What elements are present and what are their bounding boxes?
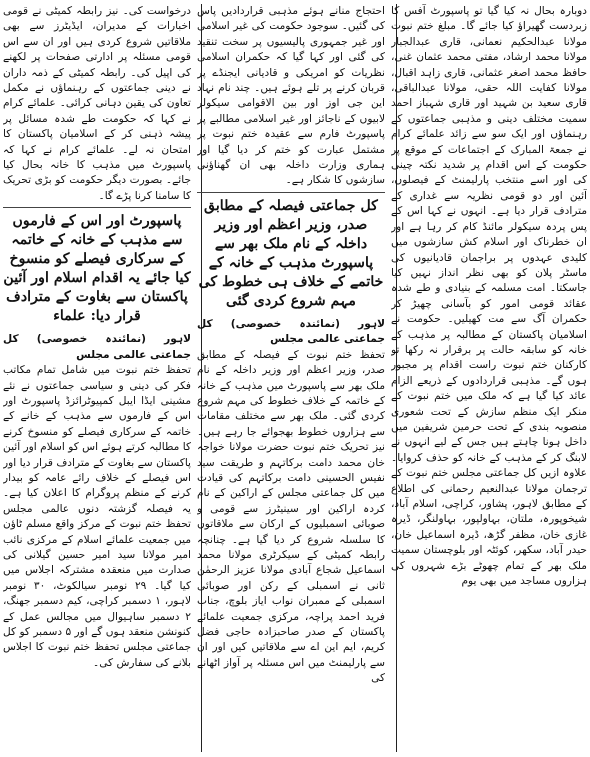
- left-column-body-text: تحفظ ختم نبوت میں شامل تمام مکاتب فکر کی دینی و سیاسی جماعتوں نے نئے مشینی ایڈا ایبل کمپیوٹرائزڈ پاسپورٹ اور اس کے فارموں سے مذہب کے خانے کے خاتمہ کے سرکاری فیصلے کو منسوخ کرنے کا مطالبہ کرتے ہوئے اس کو اسلام اور آئین پاکستان سے بغاوت کے مترادف قرار دیا اور اس فیصلے کے خلاف رائے عامہ کو بیدار کرنے کے منظم پروگرام کا اعلان کیا ہے۔ یہ فیصلہ گزشتہ دنوں عالمی مجلس تحفظ ختم نبوت کے مرکز واقع مسلم ٹاؤن میں جمعیت علمائے اسلام کے مرکزی نائب امیر مولانا سید امیر حسین گیلانی کی صدارت میں منعقدہ مشترکہ اجلاس میں کیا گیا۔ ۲۹ نومبر سیالکوٹ، ۳۰ نومبر لاہور، ۱ دسمبر کراچی، کیم دسمبر جھنگ، ۲ دسمبر ساہیوال میں مجالس عمل کے کنونشن منعقد ہوں گے اور ۵ دسمبر کو کل جماعتی مجلس تحفظ ختم نبوت کا اجلاس بلانے کی سفارش کی۔: [3, 364, 191, 669]
- right-column: [391, 4, 587, 754]
- divider: [197, 192, 385, 193]
- middle-dateline: لاہور (نمائندہ خصوصی) کل جماعتی عالمی مجلس: [197, 317, 385, 346]
- middle-column-body-text: تحفظ ختم نبوت کے فیصلہ کے مطابق صدر، وزیر اعظم اور وزیر داخلہ کے نام ملک بھر سے پاسپورٹ میں مذہب کے خانہ کے خاتمہ کے خلاف خطوط کی مہم شروع کردی گئی۔ ملک بھر سے مختلف مقامات سے ہزاروں خطوط بھجوائے جا رہے ہیں۔ نیز تحریک ختم نبوت حضرت مولانا خواجہ خان محمد دامت برکاتہم و طریقت سید نفیس الحسینی دامت برکاتہم کی قیادت میں کل جماعتی مجلس کے اراکین کے نام کردہ اراکین اور سینیٹرز سے قومی و صوبائی اسمبلیوں کے ارکان سے ملاقاتوں کا سلسلہ شروع کر دیا گیا ہے۔ چنانچہ رابطہ کمیٹی کے سیکرٹری مولانا محمد اسماعیل شجاع آبادی مولانا عزیز الرحمٰن ثانی نے اسمبلی کے رکن اور صوبائی اسمبلی کے ممبران نواب ایاز بلوچ، جناب فرید احمد پراچہ، مرکزی جمعیت علمائے پاکستان کے صدر صاحبزادہ حاجی فضل کریم، ایم این اے سے ملاقاتیں کیں اور ان سے پارلیمنٹ میں اس مسئلہ پر آواز اٹھانے کی: [197, 348, 385, 685]
- middle-headline: کل جماعتی فیصلہ کے مطابق صدر، وزیر اعظم اور وزیر داخلہ کے نام ملک بھر سے پاسپورٹ مذہب کے خانہ کے خاتمے کے خلاف ہی خطوط کی مہم شروع کردی گئی: [198, 197, 384, 309]
- right-column-text: دوبارہ بحال نہ کیا گیا تو پاسپورٹ آفس کا زبردست گھیراؤ کیا جائے گا۔ مبلغ ختم نبوت مولانا عبدالحکیم نعمانی، قاری عبدالجبار مولانا محمد ارشاد، مفتی محمد عثمان غنی، حافظ محمد اصغر عثمانی، قاری زاہد اقبال، مولانا کفایت اللہ حقی، مولانا عبدالباقی، قاری سعید بن شہید اور قاری شہباز احمد سمیت مختلف دینی و مذہبی جماعتوں کے رہنماؤں اور ایک سو سے زائد علمائے کرام نے جمعۃ المبارک کے اجتماعات کے موقع پر حکومت کے اس اقدام پر شدید نکتہ چینی کی اور اسے منتخب پارلیمنٹ کے فیصلوں، آئین اور دو قومی نظریہ سے غداری کے مترادف قرار دیا ہے۔ انہوں نے کہا اس کے پس پردہ سیکولر مائنڈ کام کر رہا ہے اور ان خطرناک اور اسلام کش سازشوں میں کلیدی عہدوں پر براجمان قادیانیوں کی ماسٹر پلان کو بھی نظر انداز نہیں کیا جاسکتا۔ امت مسلمہ کے بنیادی و طے شدہ عقائد قومی امور کو بآسانی چھیڑ کر حکمران آگ سے مت کھیلیں۔ حکومت نے اسلامیان پاکستان کے مطالبہ پر مذہب کے خانہ کو سابقہ حالت پر برقرار نہ رکھا تو کارکنان ختم نبوت راست اقدام پر مجبور ہوں گے۔ مذہبی قراردادوں کے ذریعے الزام عائد کیا گیا ہے کہ ملک میں ختم نبوت کے منکر ایک منظم سازش کے تحت شعوری منصوبہ بندی کے تحت حرمین شریفین میں داخل ہونا چاہتے ہیں جس کے لیے انہوں نے لابنگ کر کے مذہب کے خانہ کو حذف کروایا۔ علاوہ ازیں کل جماعتی مجلس ختم نبوت کے ترجمان مولانا عبدالنعیم رحمانی کی اطلاع کے مطابق لاہور، پشاور، کراچی، اسلام آباد، شیخوپورہ، ملتان، بہاولپور، بہاولنگر، ڈیرہ غازی خان، مظفر گڑھ، ڈیرہ اسماعیل خان، حیدر آباد، سکھر، کوئٹہ اور بلوچستان سمیت ملک بھر کے تمام چھوٹے بڑے شہروں کی ہزاروں مساجد میں بھی یوم: [391, 5, 587, 588]
- middle-column: [197, 4, 385, 754]
- left-column-top-text: درخواست کی۔ نیز رابطہ کمیٹی نے قومی اخبارات کے مدیران، ایڈیٹرز سے بھی ملاقاتیں شروع کردی ہیں اور ان سے اس قومی مسئلہ پر ادارتی صفحات پر لکھنے کی اپیل کی۔ رابطہ کمیٹی کے ذمہ داران نے دینی جماعتوں کے رہنماؤں نے مکمل تعاون کی یقین دہانی کرائی۔ علمائے کرام نے کہا کہ حکومت طے شدہ مسائل پر پیشہ ذہنی کر کے اسلامیان پاکستان کا امتحان نہ لے۔ علمائے کرام نے کہا کہ پاسپورٹ میں مذہب کا خانہ بحال کیا جائے۔ بصورت دیگر حکومت کو بڑی تحریک کا سامنا کرنا پڑے گا۔: [3, 5, 191, 202]
- divider: [3, 207, 191, 208]
- left-column: [3, 4, 191, 754]
- middle-column-top-text: احتجاج منانے ہوئے مذہبی قراردادیں پاس کی گئیں۔ سوجود حکومت کی غیر اسلامی اور غیر جمہوری پالیسیوں پر سخت تنقید کی گئی اور کہا گیا کہ حکمران اسلامی نظریات کو امریکی و قادیانی ایجنڈے پر قربان کرنے پر تلے ہوئے ہیں۔ چند نام نہاد این جی اوز اور بین الاقوامی سیکولر لابیوں کے ناجائز اور غیر اسلامی مطالبے پر پاسپورٹ فارم سے عقیدہ ختم نبوت پر مشتمل عبارت کو ختم کر دیا گیا اور ہماری وزارت داخلہ بھی ان گھناؤنی سازشوں کا شکار ہے۔: [197, 5, 385, 187]
- left-headline: پاسپورٹ اور اس کے فارموں سے مذہب کے خانہ کے خاتمہ کے سرکاری فیصلے کو منسوخ کیا جائے یہ اقدام اسلام اور آئین پاکستان سے بغاوت کے مترادف قرار دیا: علماء: [3, 213, 191, 325]
- left-dateline: لاہور (نمائندہ خصوصی) کل جماعتی عالمی مجلس: [3, 333, 191, 361]
